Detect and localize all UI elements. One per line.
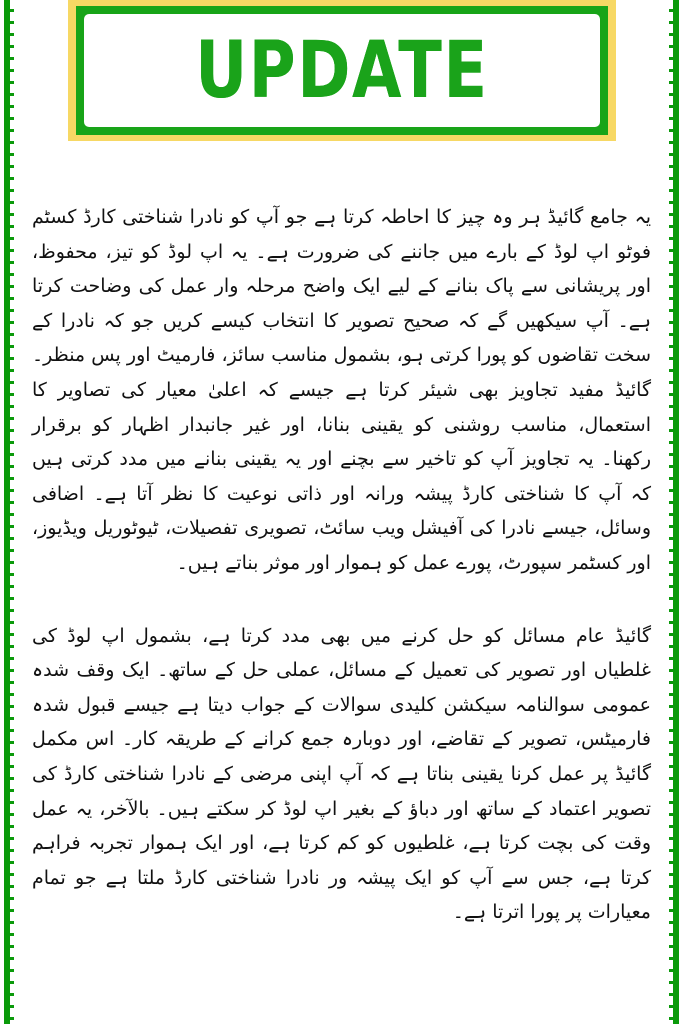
article-body [32,200,651,930]
banner-title: UPDATE [195,25,489,116]
update-banner [68,0,616,141]
paragraph-intro: یہ جامع گائیڈ ہر وہ چیز کا احاطہ کرتا ہے جو آپ کو نادرا شناختی کارڈ کسٹم فوٹو اپ لوڈ کے بارے میں جاننے کی ضرورت ہے۔ یہ اپ لوڈ کو تیز، محفوظ، اور پریشانی سے پاک بنانے کے لیے ایک واضح مرحلہ وار عمل کی وضاحت کرتا ہے۔ آپ سیکھیں گے کہ صحیح تصویر کا انتخاب کیسے کریں جو کہ نادرا کے سخت تقاضوں کو پورا کرتی ہو، بشمول مناسب سائز، فارمیٹ اور پس منظر۔ گائیڈ مفید تجاویز بھی شیئر کرتا ہے جیسے کہ اعلیٰ معیار کی تصاویر کا استعمال، مناسب روشنی کو یقینی بنانا، اور غیر جانبدار اظہار کو برقرار رکھنا۔ یہ تجاویز آپ کو تاخیر سے بچنے اور یہ یقینی بنانے میں مدد کرتی ہیں کہ آپ کا شناختی کارڈ پیشہ ورانہ اور ذاتی نوعیت کا نظر آتا ہے۔ اضافی وسائل، جیسے نادرا کی آفیشل ویب سائٹ، تصویری تفصیلات، ٹیوٹوریل ویڈیوز، اور کسٹمر سپورٹ، پورے عمل کو ہموار اور موثر بناتے ہیں۔ [32,206,651,574]
banner-inner [81,11,603,130]
banner-frame [76,6,608,135]
right-decorative-border [673,0,679,1024]
paragraph-troubleshooting: گائیڈ عام مسائل کو حل کرنے میں بھی مدد کرتا ہے، بشمول اپ لوڈ کی غلطیاں اور تصویر کی تعمیل کے مسائل، عملی حل کے ساتھ۔ ایک وقف شدہ عمومی سوالنامہ سیکشن کلیدی سوالات کے جواب دیتا ہے جیسے قبول شدہ فارمیٹس، تصویر کے تقاضے، اور دوبارہ جمع کرانے کے طریقہ کار۔ اس مکمل گائیڈ پر عمل کرنا یقینی بناتا ہے کہ آپ اپنی مرضی کے نادرا شناختی کارڈ کی تصویر اعتماد کے ساتھ اور دباؤ کے بغیر اپ لوڈ کر سکتے ہیں۔ بالآخر، یہ عمل وقت کی بچت کرتا ہے، غلطیوں کو کم کرتا ہے، اور ایک ہموار تجربہ فراہم کرتا ہے، جس سے آپ کو ایک پیشہ ور نادرا شناختی کارڈ ملتا ہے جو تمام معیارات پر پورا اترتا ہے۔ [32,624,651,924]
left-decorative-border [4,0,10,1024]
